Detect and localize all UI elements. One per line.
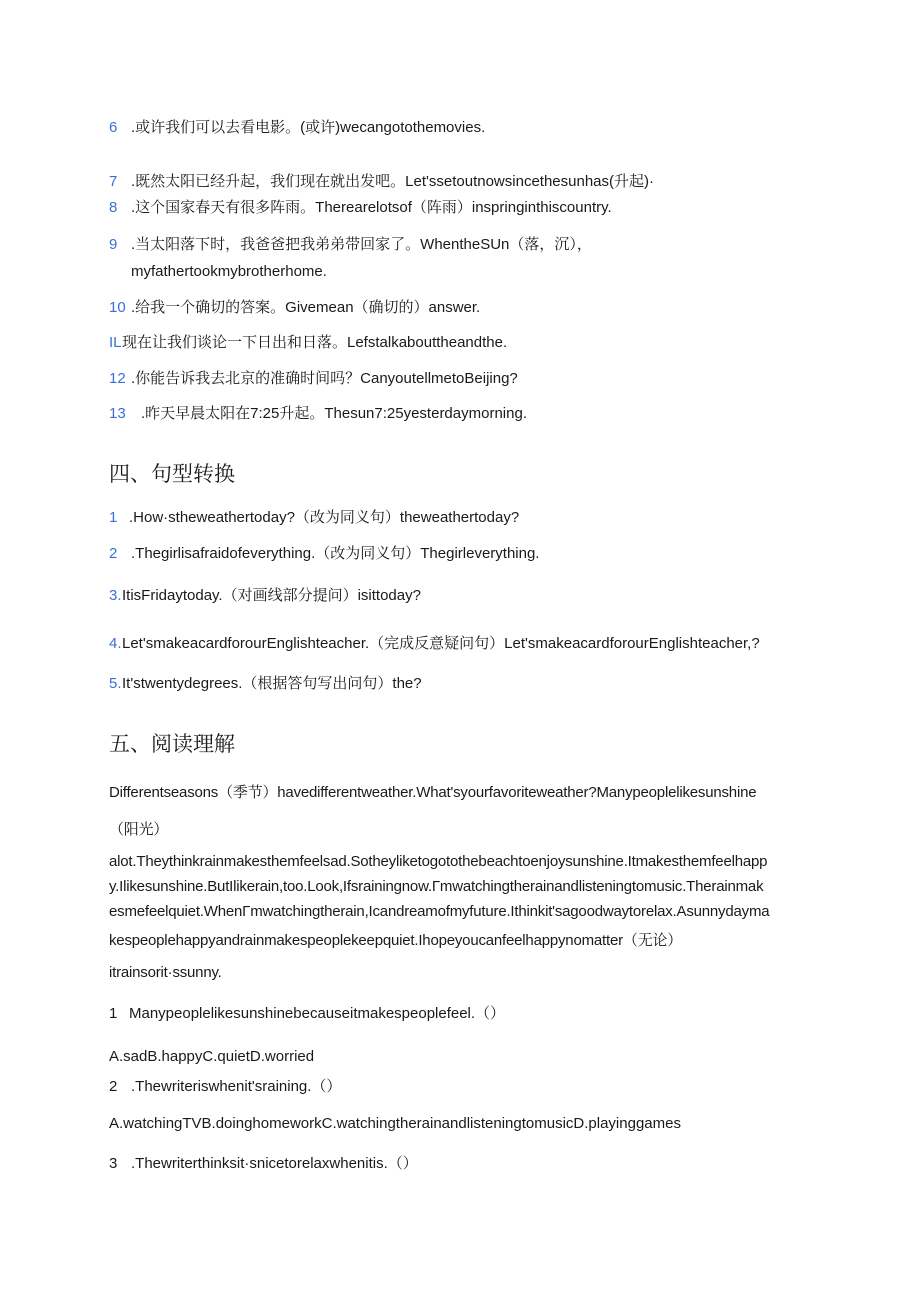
item-number: 6 bbox=[109, 119, 118, 136]
item-number: 1 bbox=[109, 509, 118, 526]
item-number: 1 bbox=[109, 1005, 118, 1022]
item-text: .给我一个确切的答案。Givemean（确切的）answer. bbox=[131, 299, 481, 316]
item-text: 现在让我们谈论一下日出和日落。Lefstalkabouttheandthe. bbox=[122, 334, 508, 351]
item-text: .既然太阳已经升起，我们现在就出发吧。Let'ssetoutnowsincethesunhas(升起)· bbox=[131, 173, 654, 190]
sentence-9-continuation bbox=[131, 262, 327, 282]
sentence-11 bbox=[109, 333, 507, 353]
item-number: 5. bbox=[109, 675, 122, 692]
item-text: .Thegirlisafraidofeverything.（改为同义句）Thegirleverything. bbox=[131, 545, 540, 562]
passage-line: Differentseasons（季节）havedifferentweather.What'syourfavoriteweather?Manypeoplelikesunshine bbox=[109, 784, 757, 801]
sentence-12 bbox=[109, 369, 518, 389]
question-2-options: A.watchingTVB.doinghomeworkC.watchingtherainandlisteningtomusicD.playinggames bbox=[109, 1115, 681, 1132]
item-number: 10 bbox=[109, 299, 126, 316]
item-number: 13 bbox=[109, 405, 126, 422]
section-5-heading: 五、阅读理解 bbox=[109, 733, 235, 756]
item-number: 8 bbox=[109, 199, 118, 216]
item-number: 3 bbox=[109, 1155, 118, 1172]
sentence-8 bbox=[109, 198, 612, 218]
item-text: Let'smakeacardforourEnglishteacher.（完成反意疑问句）Let'smakeacardforourEnglishteacher,? bbox=[122, 635, 760, 652]
item-text: .Thewriterthinksit·snicetorelaxwhenitis.（） bbox=[131, 1155, 418, 1172]
question-1-options: A.sadB.happyC.quietD.worried bbox=[109, 1048, 315, 1065]
item-number: 2 bbox=[109, 1078, 118, 1095]
item-text: myfathertookmybrotherhome. bbox=[131, 263, 327, 280]
transform-4 bbox=[109, 634, 760, 654]
item-number: 4. bbox=[109, 635, 122, 652]
item-text: .昨天早晨太阳在7:25升起。Thesun7:25yesterdaymorning. bbox=[141, 405, 527, 422]
sentence-9 bbox=[109, 235, 592, 255]
item-number: 9 bbox=[109, 236, 118, 253]
sentence-13 bbox=[109, 404, 527, 424]
item-text: .Thewriteriswhenit'sraining.（） bbox=[131, 1078, 342, 1095]
sentence-7 bbox=[109, 172, 654, 192]
item-text: .How·stheweathertoday?（改为同义句）theweathertoday? bbox=[129, 509, 520, 526]
transform-5 bbox=[109, 674, 422, 694]
item-number: 2 bbox=[109, 545, 118, 562]
passage-line: esmefeelquiet.WhenΓmwatchingtherain,Icandreamofmyfuture.Ithinkit'sagoodwaytorelax.Asunnydayma bbox=[109, 903, 770, 920]
item-number: 3. bbox=[109, 587, 122, 604]
item-text: Manypeoplelikesunshinebecauseitmakespeoplefeel.（） bbox=[129, 1005, 506, 1022]
item-number: IL bbox=[109, 334, 122, 351]
item-number: 12 bbox=[109, 370, 126, 387]
item-number: 7 bbox=[109, 173, 118, 190]
sentence-10 bbox=[109, 298, 480, 318]
item-text: .这个国家春天有很多阵雨。Therearelotsof（阵雨）inspringinthiscountry. bbox=[131, 199, 612, 216]
section-4-heading: 四、句型转换 bbox=[109, 463, 235, 486]
transform-3 bbox=[109, 586, 421, 606]
transform-2 bbox=[109, 544, 539, 564]
passage-line: kespeoplehappyandrainmakespeoplekeepquiet.Ihopeyoucanfeelhappynomatter（无论） bbox=[109, 932, 683, 949]
passage-line: alot.Theythinkrainmakesthemfeelsad.Sotheyliketogotothebeachtoenjoysunshine.Itmakesthemfeelhapp bbox=[109, 853, 768, 870]
item-text: .或许我们可以去看电影。(或许)wecangotothemovies. bbox=[131, 119, 486, 136]
question-1 bbox=[109, 1004, 505, 1024]
passage-line: y.Ilikesunshine.ButIlikerain,too.Look,Ifsrainingnow.Γmwatchingtherainandlisteningtomusic.Therainmak bbox=[109, 878, 764, 895]
item-text: It'stwentydegrees.（根据答句写出问句）the? bbox=[122, 675, 422, 692]
question-3 bbox=[109, 1154, 418, 1174]
question-2 bbox=[109, 1077, 341, 1097]
item-text: ItisFridaytoday.（对画线部分提问）isittoday? bbox=[122, 587, 421, 604]
transform-1 bbox=[109, 508, 519, 528]
item-text: .当太阳落下时，我爸爸把我弟弟带回家了。WhentheSUn（落，沉）， bbox=[131, 236, 592, 253]
passage-line: （阳光） bbox=[109, 821, 169, 838]
sentence-6 bbox=[109, 118, 485, 138]
passage-line: itrainsorit·ssunny. bbox=[109, 964, 222, 981]
item-text: .你能告诉我去北京的准确时间吗？CanyoutellmetoBeijing? bbox=[131, 370, 518, 387]
